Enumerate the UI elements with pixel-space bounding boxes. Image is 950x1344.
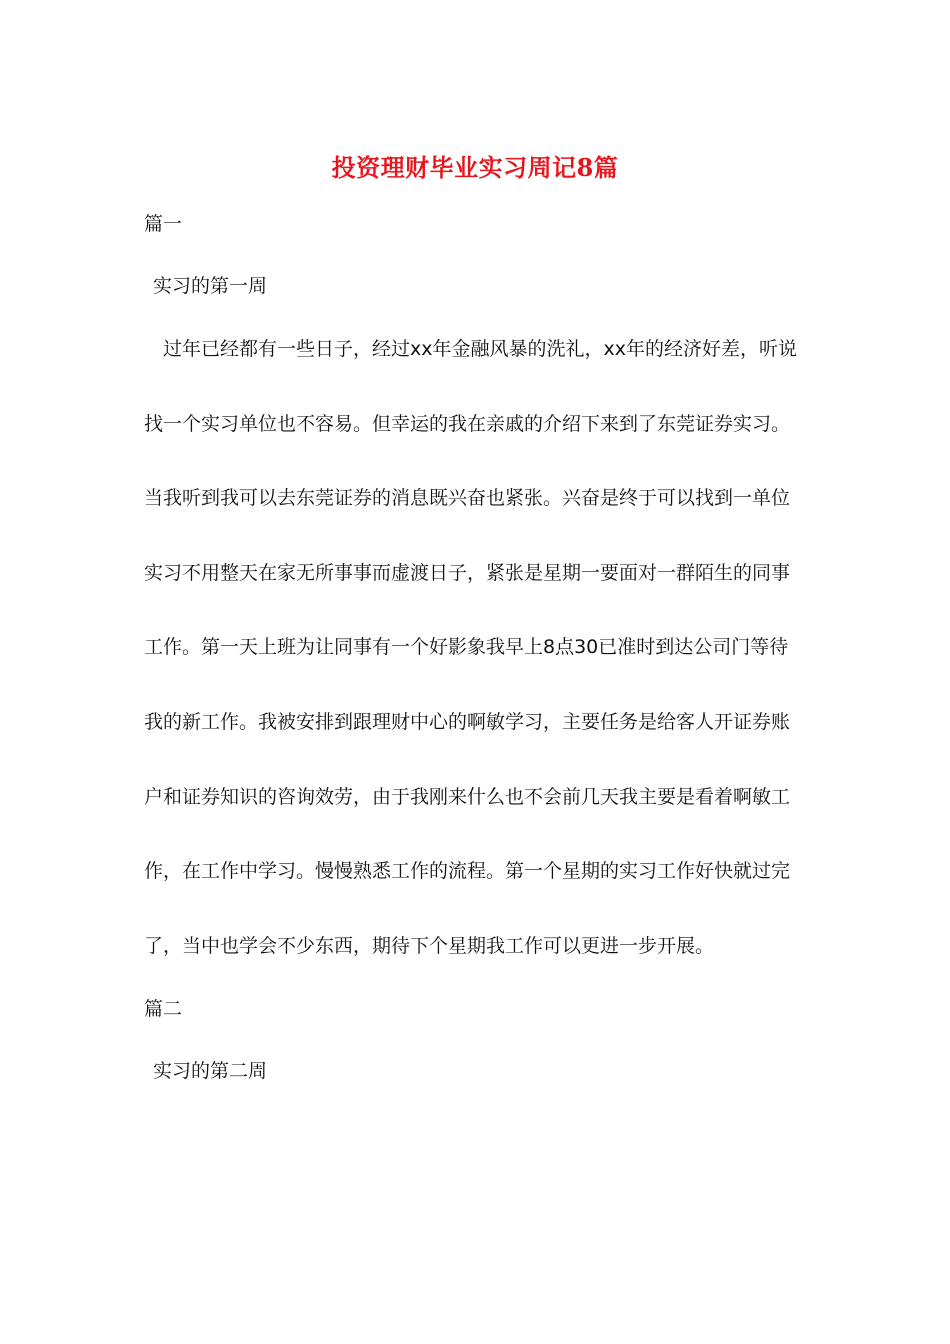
document-title: 投资理财毕业实习周记8篇 (331, 153, 619, 182)
section-subheading-2: 实习的第二周 (153, 1060, 268, 1082)
section-subheading-1: 实习的第一周 (153, 275, 268, 297)
paragraph-line-6: 我的新工作。我被安排到跟理财中心的啊敏学习，主要任务是给客人开证券账 (144, 711, 791, 733)
section-heading-2: 篇二 (144, 998, 183, 1020)
paragraph-line-3: 当我听到我可以去东莞证券的消息既兴奋也紧张。兴奋是终于可以找到一单位 (144, 487, 791, 509)
paragraph-line-2: 找一个实习单位也不容易。但幸运的我在亲戚的介绍下来到了东莞证券实习。 (144, 413, 791, 435)
paragraph-line-4: 实习不用整天在家无所事事而虚渡日子，紧张是星期一要面对一群陌生的同事 (144, 562, 791, 584)
paragraph-line-7: 户和证券知识的咨询效劳，由于我刚来什么也不会前几天我主要是看着啊敏工 (144, 786, 791, 808)
section-heading-1: 篇一 (144, 213, 183, 235)
paragraph-line-1: 过年已经都有一些日子，经过xx年金融风暴的洗礼，xx年的经济好差，听说 (163, 338, 797, 360)
paragraph-line-8: 作，在工作中学习。慢慢熟悉工作的流程。第一个星期的实习工作好快就过完 (144, 860, 791, 882)
paragraph-line-9: 了，当中也学会不少东西，期待下个星期我工作可以更进一步开展。 (144, 935, 715, 957)
paragraph-line-5: 工作。第一天上班为让同事有一个好影象我早上8点30已准时到达公司门等待 (144, 636, 789, 658)
